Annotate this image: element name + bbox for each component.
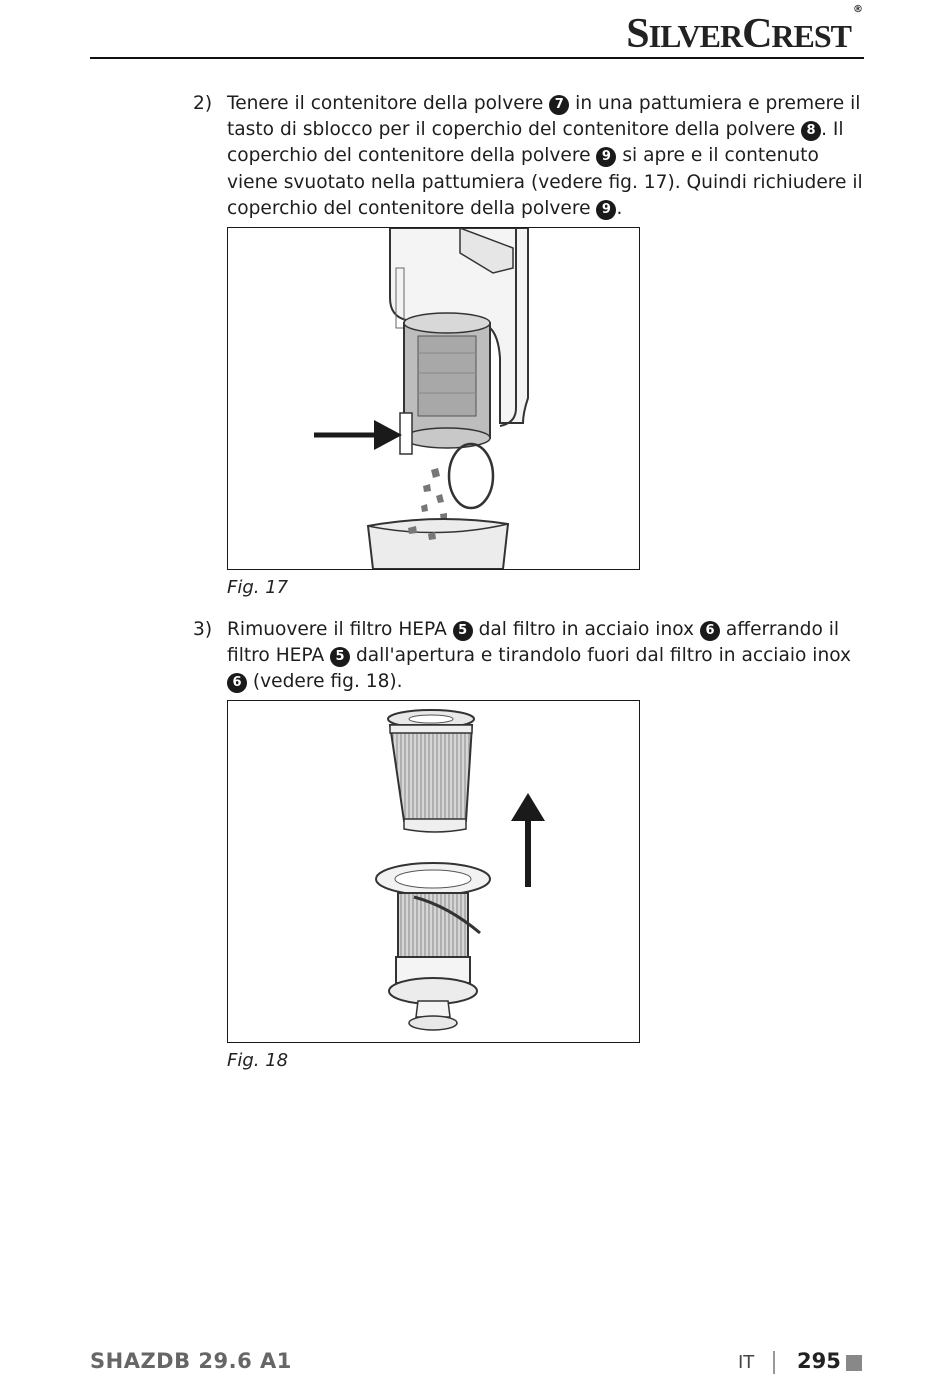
step-number: 3) [193, 619, 213, 640]
step-text: Rimuovere il filtro HEPA 5 dal filtro in acciaio inox 6 afferrando il filtro HEPA 5 dall'apertura e tirandolo fuori dal filtro in acciaio inox 6 (vedere fig. 18). [227, 619, 852, 693]
step-3 [193, 617, 865, 696]
ref-badge: 7 [549, 95, 569, 115]
step-text: Tenere il contenitore della polvere 7 in una pattumiera e premere il tasto di sblocco per il coperchio del contenitore della polvere 8 . Il coperchio del contenitore della polvere 9 si apre e il contenuto viene svuotato nella pattumiera (vedere fig. 17). Quindi richiudere il coperchio del contenitore della polvere 9 . [227, 93, 863, 219]
ref-badge: 5 [453, 621, 473, 641]
ref-badge: 5 [330, 647, 350, 667]
model-number: SHAZDB 29.6 A1 [90, 1349, 292, 1373]
page-number: 295 [797, 1349, 841, 1373]
figure-17-caption: Fig. 17 [227, 577, 289, 598]
figure-17-illustration [227, 227, 640, 570]
ref-badge: 6 [700, 621, 720, 641]
figure-18-caption: Fig. 18 [227, 1050, 289, 1071]
ref-badge: 6 [227, 673, 247, 693]
ref-badge: 9 [596, 147, 616, 167]
language-code: IT [738, 1352, 755, 1373]
header-rule [90, 57, 864, 59]
footer-divider [773, 1351, 775, 1374]
ref-badge: 9 [596, 200, 616, 220]
step-2 [193, 91, 865, 222]
ref-badge: 8 [801, 121, 821, 141]
brand-logo: SILVERCREST® [626, 4, 862, 57]
step-number: 2) [193, 93, 213, 114]
figure-18-illustration [227, 700, 640, 1043]
page-marker-square [846, 1355, 862, 1371]
